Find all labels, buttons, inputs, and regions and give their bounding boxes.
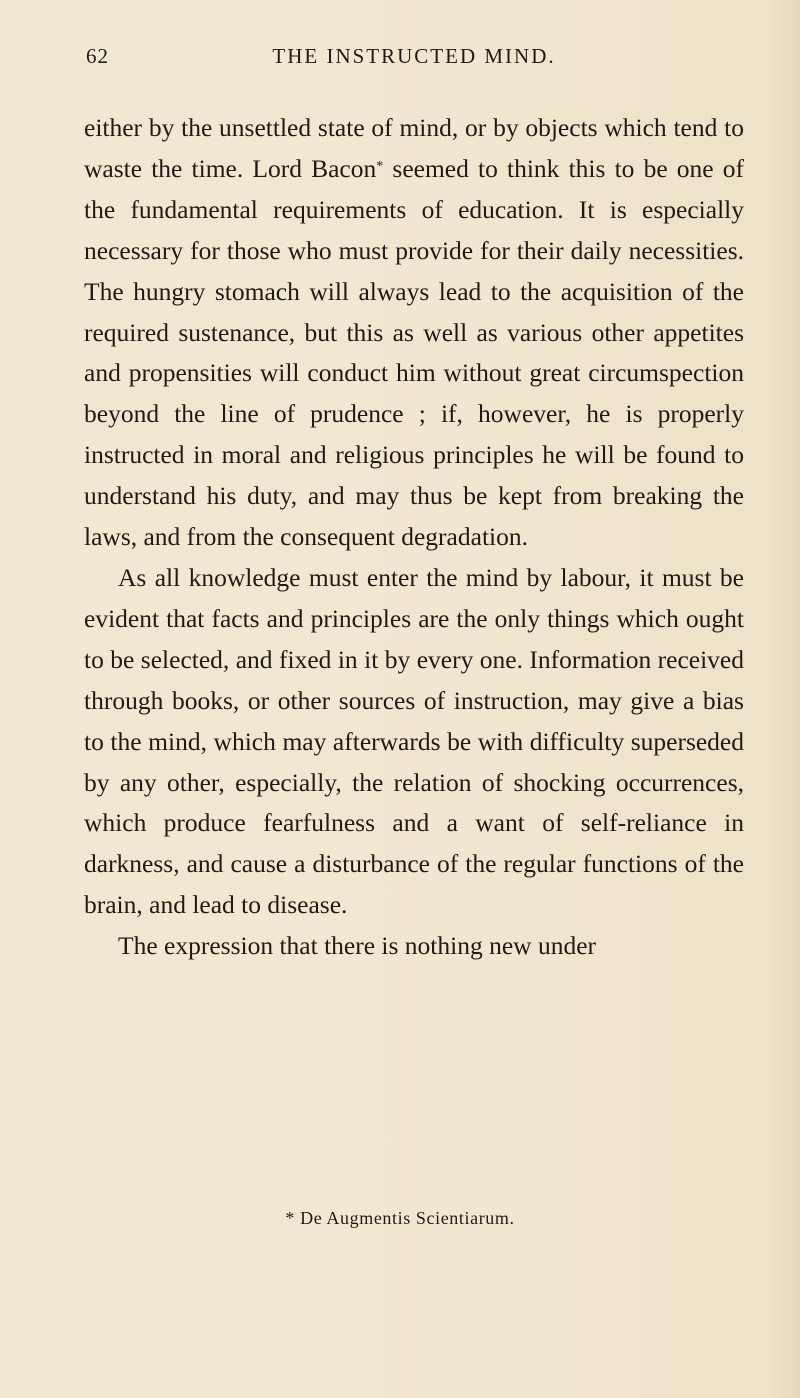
footnote-reference: *	[376, 158, 384, 174]
running-head	[86, 44, 742, 78]
footnote-marker: *	[285, 1208, 296, 1228]
footnote-text: De Augmentis Scientiarum.	[300, 1208, 515, 1228]
paragraph-1	[84, 108, 744, 558]
body-text	[84, 108, 744, 967]
page-number: 62	[86, 44, 109, 68]
paragraph-2: As all knowledge must enter the mind by labour, it must be evident that facts and principles are the only things which ought to be selected, and fixed in it by every one. Information received through books, or other sources of instruction, may give a bias to the mind, which may afterwards be with difficulty superseded by any other, especially, the relation of shocking occurrences, which produce fearfulness and a want of self-reliance in darkness, and cause a disturbance of the regular functions of the brain, and lead to disease.	[84, 562, 744, 920]
footnote	[0, 1208, 800, 1229]
running-title: THE INSTRUCTED MIND.	[272, 44, 556, 68]
paragraph-1-text-start: either by the unsettled state of mind, or by objects which tend to waste the time. Lord Bacon	[84, 113, 744, 183]
paragraph-1-text-end: seemed to think this to be one of the fundamental requirements of education. It is especially necessary for those who must provide for their daily necessities. The hungry stomach will always lead to the acquisition of the required sustenance, but this as well as various other appetites and propensities will conduct him without great circumspection beyond the line of prudence ; if, however, he is properly instructed in moral and religious principles he will be found to understand his duty, and may thus be kept from breaking the laws, and from the consequent degradation.	[84, 153, 745, 552]
paragraph-3: The expression that there is nothing new under	[118, 931, 597, 961]
